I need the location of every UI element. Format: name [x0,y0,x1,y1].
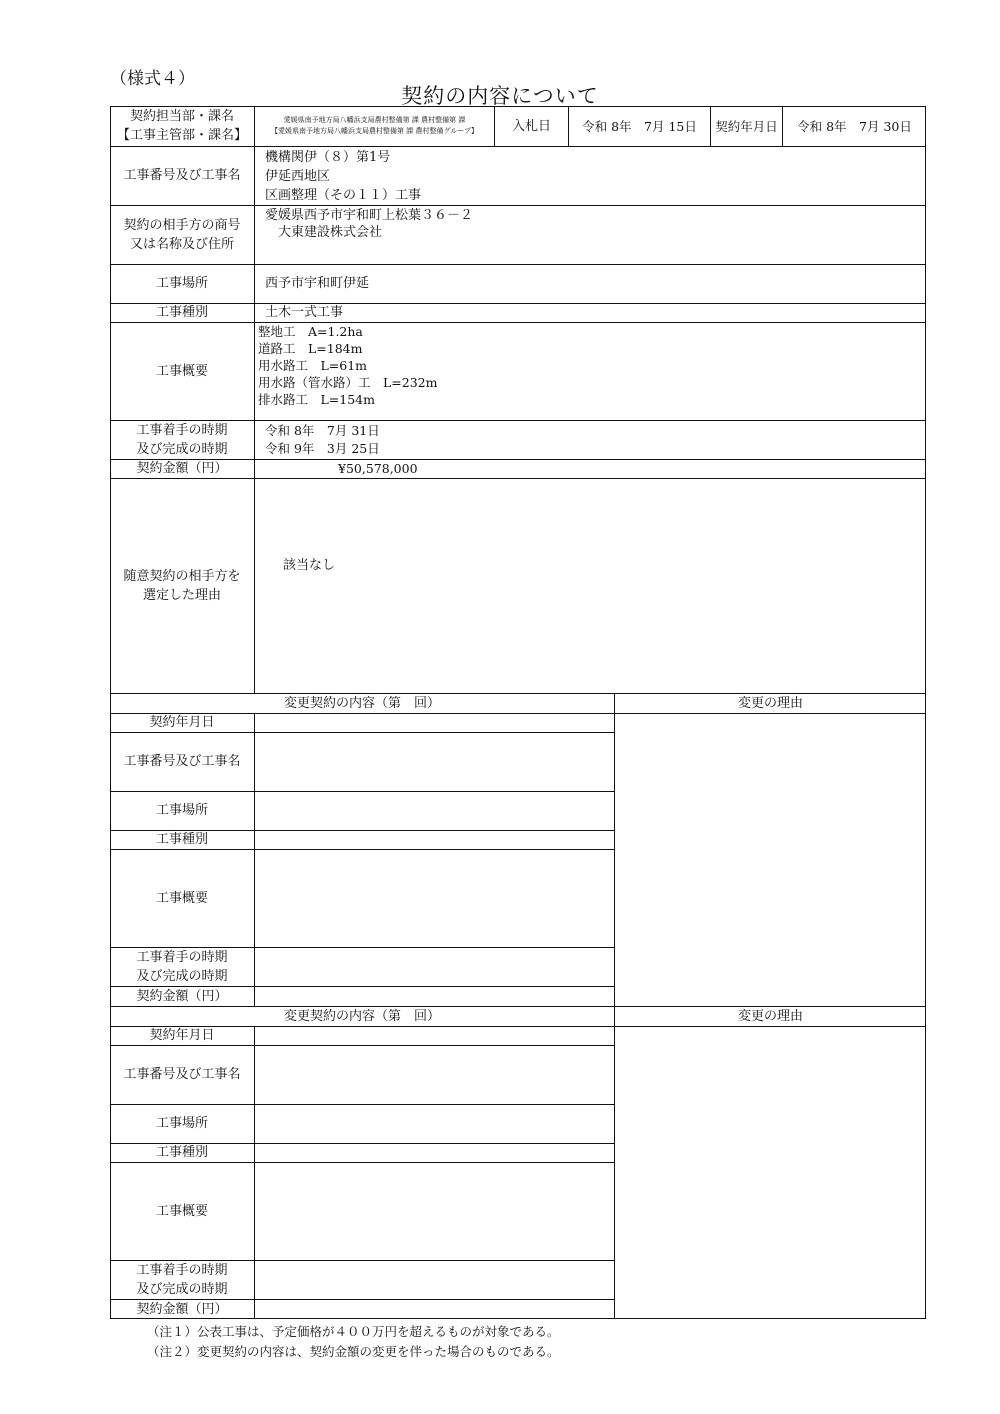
change-type-label: 工事種別 [155,1145,208,1160]
footnote-1: （注１）公表工事は、予定価格が４００万円を超えるものが対象である。 [147,1324,560,1339]
site-value: 西予市宇和町伊延 [265,276,370,291]
change-amount-label: 契約金額（円） [136,1301,228,1317]
change-reason-header: 変更の理由 [737,1008,803,1024]
summary-label: 工事概要 [155,363,208,379]
type-label: 工事種別 [155,305,208,320]
change-summary-label: 工事概要 [155,890,208,906]
bid-date-label: 入札日 [511,118,551,134]
reason-value: 該当なし [283,558,336,573]
period-label: 工事着手の時期 及び完成の時期 [136,422,228,457]
change-amount-label: 契約金額（円） [136,988,228,1004]
contract-date-label: 契約年月日 [715,118,778,134]
contract-date-value: 令和 8年 7月 30日 [797,118,912,134]
reason-label: 随意契約の相手方を 選定した理由 [123,568,241,603]
change-period-label: 工事着手の時期 及び完成の時期 [136,949,228,984]
change-header: 変更契約の内容（第 回） [283,1008,440,1024]
dept-value: 愛媛県南予地方局八幡浜支局農村整備第 課 農村整備第 課 【愛媛県南予地方局八幡浜支局農村整備第 課 農村整備グループ】 [271,116,478,135]
period-value: 令和 8年 7月 31日 令和 9年 3月 25日 [265,423,380,456]
amount-label: 契約金額（円） [136,461,228,476]
contractor-label: 契約の相手方の商号 又は名称及び住所 [123,217,241,252]
change-contract-date-label: 契約年月日 [149,715,215,730]
work-no-value: 機構関伊（８）第1号 伊延西地区 区画整理（その１１）工事 [265,150,422,203]
type-value: 土木一式工事 [265,305,344,320]
form-id: （様式４） [110,69,195,89]
contractor-value: 愛媛県西予市宇和町上松葉３６－２ 大東建設株式会社 [265,208,474,240]
change-header: 変更契約の内容（第 回） [283,695,440,711]
change-type-label: 工事種別 [155,832,208,847]
footnote-2: （注２）変更契約の内容は、契約金額の変更を伴った場合のものである。 [147,1344,560,1359]
change-work-no-label: 工事番号及び工事名 [123,754,241,769]
column-divider [614,693,615,1006]
change-site-label: 工事場所 [155,1116,208,1131]
change-contract-date-label: 契約年月日 [149,1028,215,1043]
change-site-label: 工事場所 [155,803,208,818]
change-period-label: 工事着手の時期 及び完成の時期 [136,1262,228,1297]
amount-value: ¥50,578,000 [338,461,418,476]
column-divider [254,1026,255,1319]
column-divider [614,1006,615,1319]
bid-date-value: 令和 8年 7月 15日 [582,118,697,134]
dept-label: 契約担当部・課名 【工事主管部・課名】 [116,109,247,143]
change-summary-label: 工事概要 [155,1203,208,1219]
site-label: 工事場所 [155,276,208,291]
work-no-label: 工事番号及び工事名 [123,168,241,183]
column-divider [254,106,255,693]
summary-value: 整地工 A=1.2ha 道路工 L=184m 用水路工 L=61m 用水路（管水路）工 L=232m 排水路工 L=154m [258,324,438,407]
page-title: 契約の内容について [401,84,599,108]
column-divider [254,713,255,1006]
change-work-no-label: 工事番号及び工事名 [123,1067,241,1082]
change-reason-header: 変更の理由 [737,695,803,711]
